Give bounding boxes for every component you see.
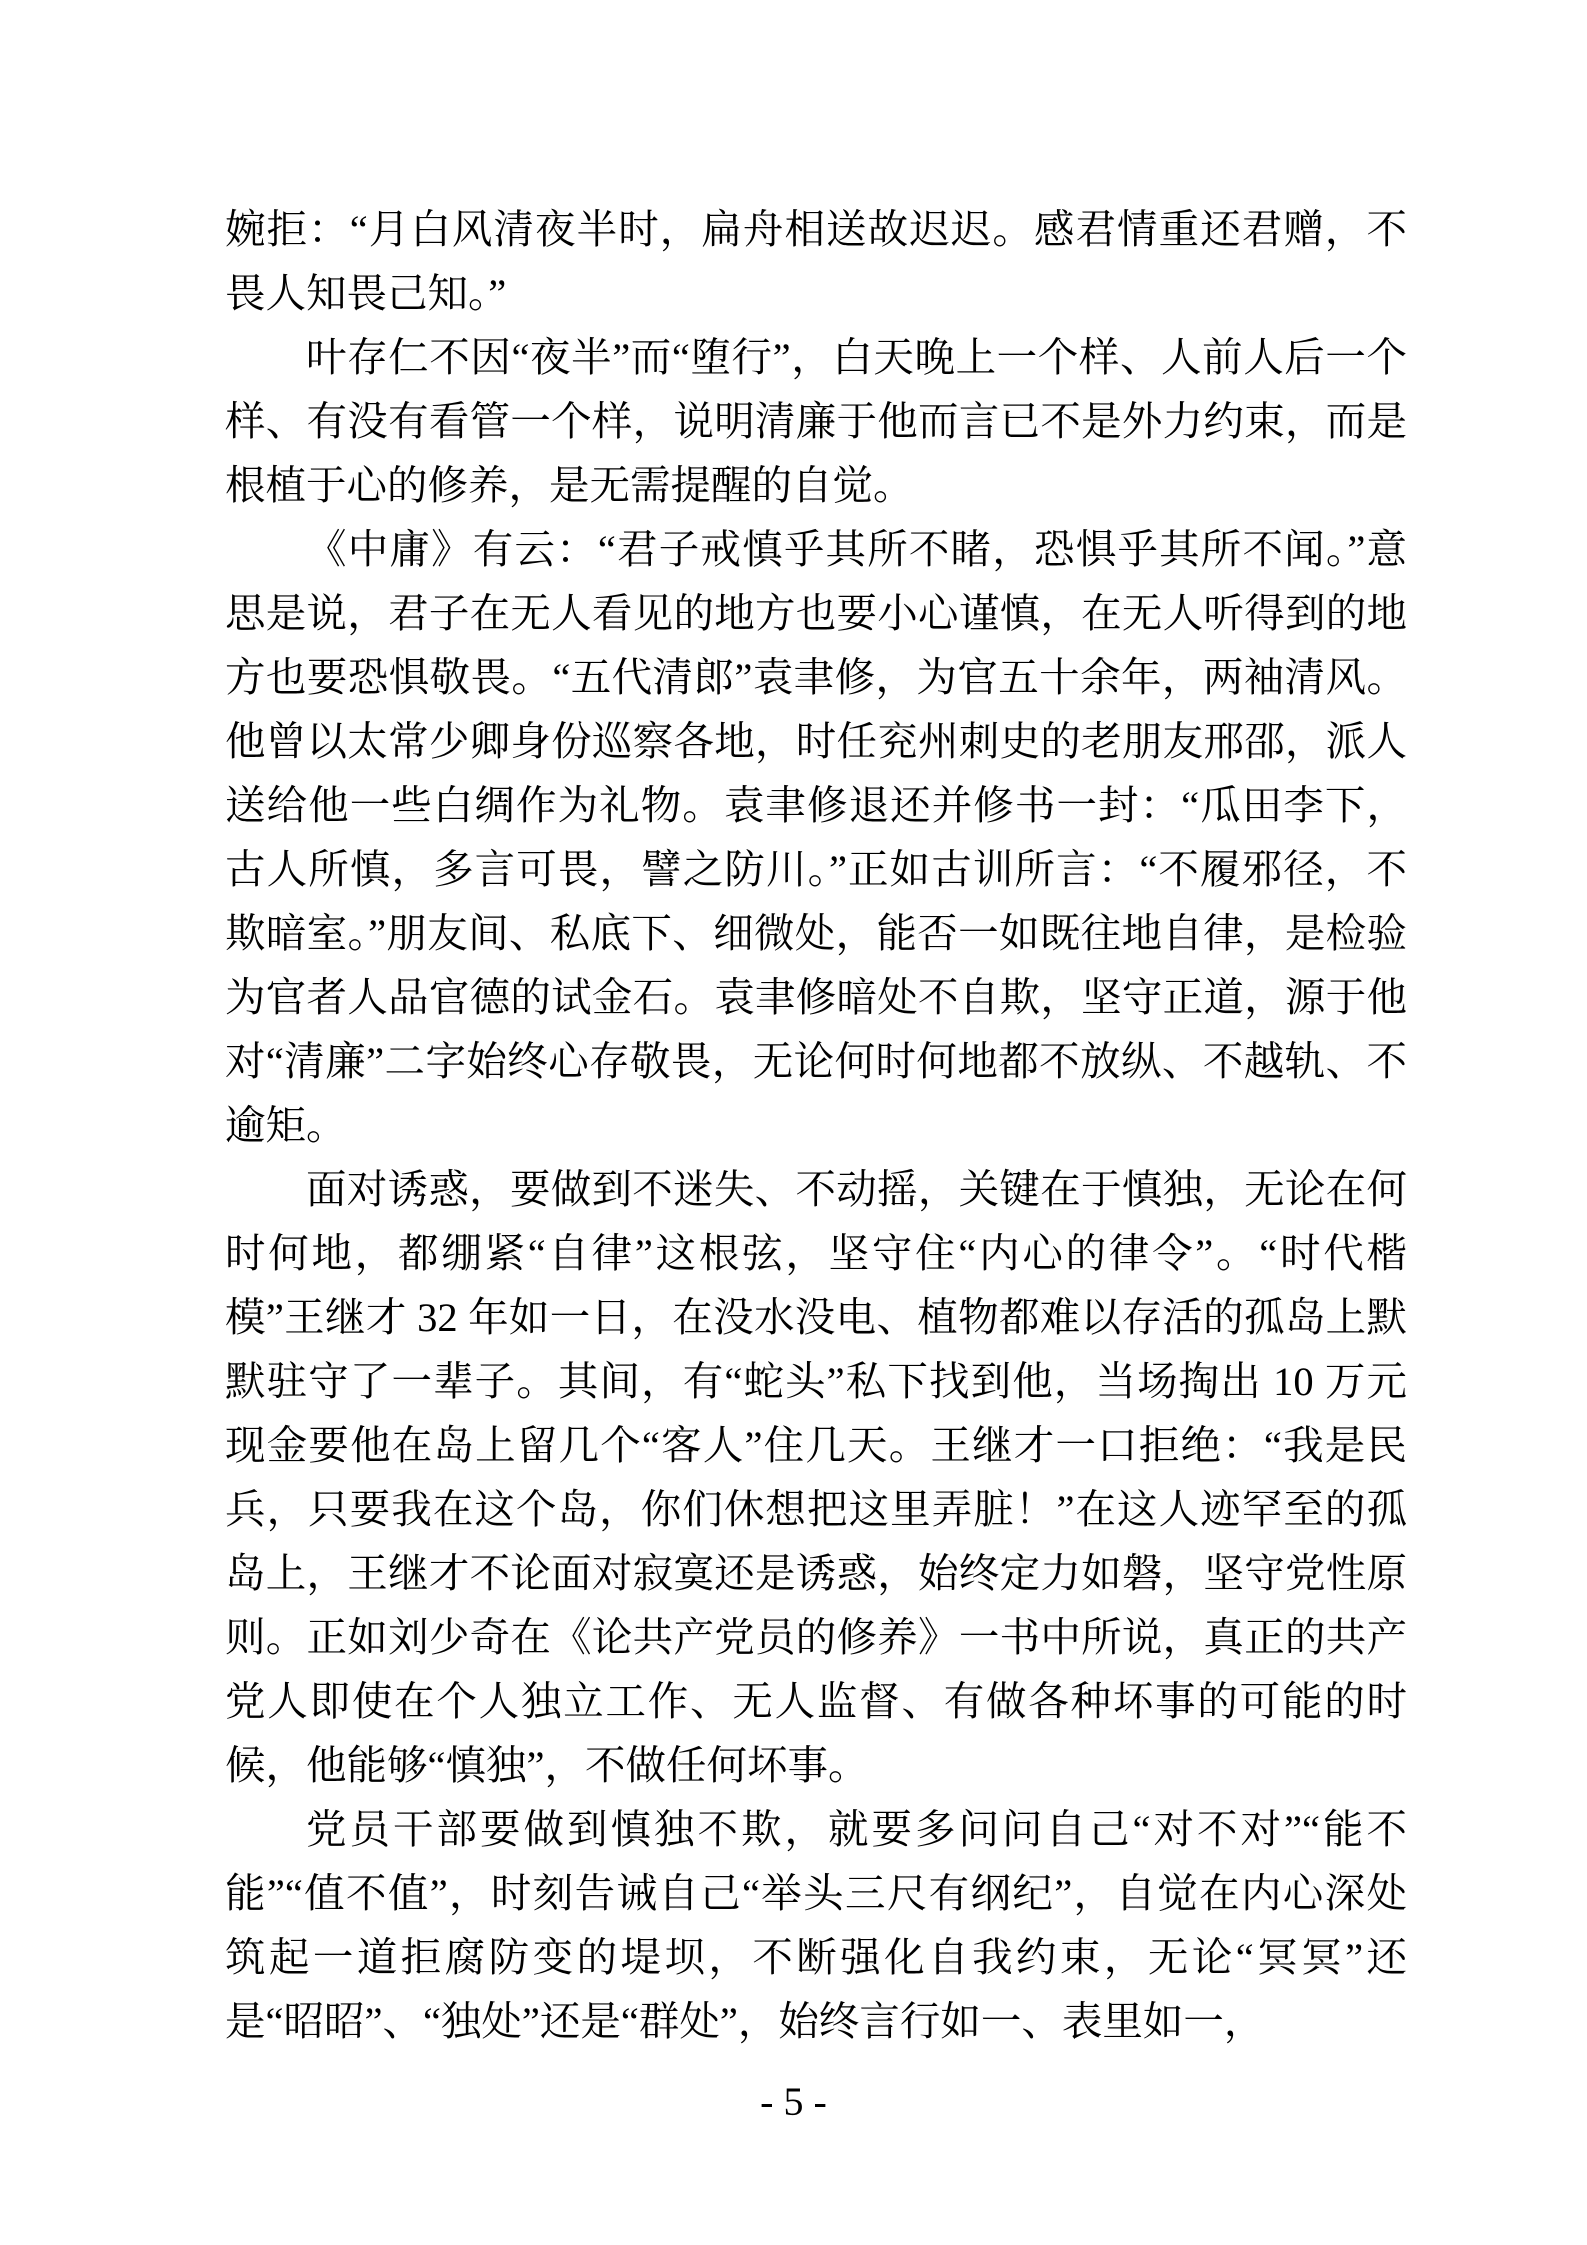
paragraph: 面对诱惑，要做到不迷失、不动摇，关键在于慎独，无论在何时何地，都绷紧“自律”这根弦，坚守住“内心的律令”。“时代楷模”王继才 32 年如一日，在没水没电、植物都难以存活的孤岛上默默驻守了一辈子。其间，有“蛇头”私下找到他，当场掏出 10 万元现金要他在岛上留几个“客人”住几天。王继才一口拒绝：“我是民兵，只要我在这个岛，你们休想把这里弄脏！”在这人迹罕至的孤岛上，王继才不论面对寂寞还是诱惑，始终定力如磐，坚守党性原则。正如刘少奇在《论共产党员的修养》一书中所说，真正的共产党人即使在个人独立工作、无人监督、有做各种坏事的可能的时候，他能够“慎独”，不做任何坏事。 bbox=[225, 1167, 1407, 1788]
page-number: - 5 - bbox=[760, 2079, 827, 2124]
paragraph-continuation: 婉拒：“月白风清夜半时，扁舟相送故迟迟。感君情重还君赠，不畏人知畏己知。” bbox=[225, 207, 1407, 316]
paragraph: 叶存仁不因“夜半”而“堕行”，白天晚上一个样、人前人后一个样、有没有看管一个样，说明清廉于他而言已不是外力约束，而是根植于心的修养，是无需提醒的自觉。 bbox=[225, 335, 1407, 508]
paragraph: 《中庸》有云：“君子戒慎乎其所不睹，恐惧乎其所不闻。”意思是说，君子在无人看见的地方也要小心谨慎，在无人听得到的地方也要恐惧敬畏。“五代清郎”袁聿修，为官五十余年，两袖清风。他曾以太常少卿身份巡察各地，时任兖州刺史的老朋友邢邵，派人送给他一些白绸作为礼物。袁聿修退还并修书一封：“瓜田李下，古人所慎，多言可畏，譬之防川。”正如古训所言：“不履邪径，不欺暗室。”朋友间、私底下、细微处，能否一如既往地自律，是检验为官者人品官德的试金石。袁聿修暗处不自欺，坚守正道，源于他对“清廉”二字始终心存敬畏，无论何时何地都不放纵、不越轨、不逾矩。 bbox=[225, 527, 1407, 1148]
document-body bbox=[225, 198, 1407, 2054]
paragraph: 党员干部要做到慎独不欺，就要多问问自己“对不对”“能不能”“值不值”，时刻告诫自己“举头三尺有纲纪”，自觉在内心深处筑起一道拒腐防变的堤坝，不断强化自我约束，无论“冥冥”还是“昭昭”、“独处”还是“群处”，始终言行如一、表里如一， bbox=[225, 1807, 1407, 2044]
